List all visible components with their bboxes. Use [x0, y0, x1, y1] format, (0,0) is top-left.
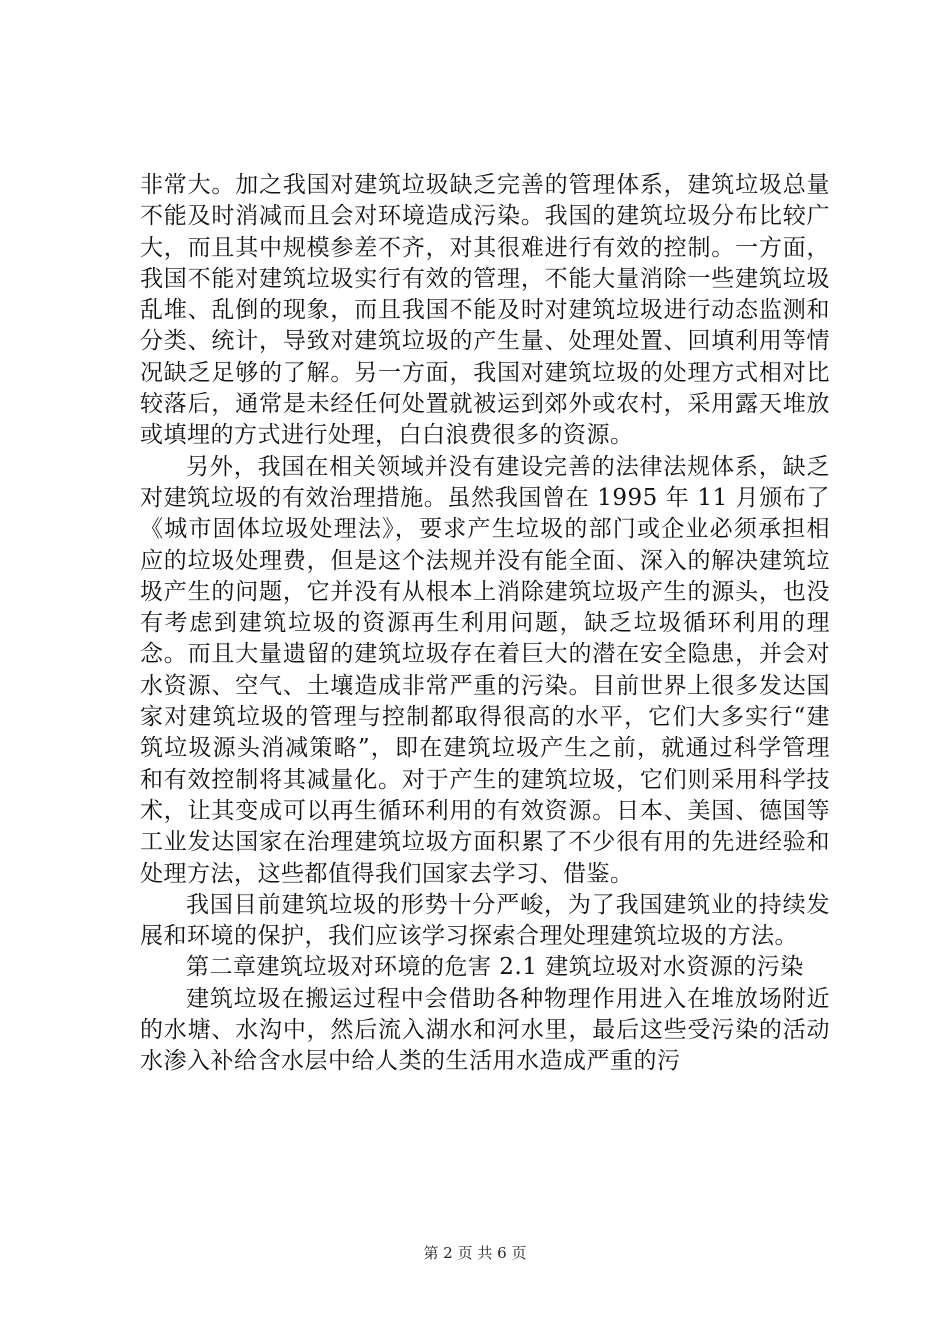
chapter-heading: 第二章建筑垃圾对环境的危害 2.1 建筑垃圾对水资源的污染 [186, 954, 804, 981]
paragraph-water-pollution: 建筑垃圾在搬运过程中会借助各种物理作用进入在堆放场附近的水塘、水沟中，然后流入湖水和河水里，最后这些受污染的活动水渗入补给含水层中给人类的生活用水造成严重的污 [140, 985, 830, 1075]
paragraph-regulations: 另外，我国在相关领域并没有建设完善的法律法规体系，缺乏对建筑垃圾的有效治理措施。虽然我国曾在 1995 年 11 月颁布了《城市固体垃圾处理法》，要求产生垃圾的部门或企业必须承担相应的垃圾处理费，但是这个法规并没有能全面、深入的解决建筑垃圾产生的问题，它并没有从根本上消除建筑垃圾产生的源头，也没有考虑到建筑垃圾的资源再生利用问题，缺乏垃圾循环利用的理念。而且大量遗留的建筑垃圾存在着巨大的潜在安全隐患，并会对水资源、空气、土壤造成非常严重的污染。目前世界上很多发达国家对建筑垃圾的管理与控制都取得很高的水平，它们大多实行“建筑垃圾源头消减策略”，即在建筑垃圾产生之前，就通过科学管理和有效控制将其减量化。对于产生的建筑垃圾，它们则采用科学技术，让其变成可以再生循环利用的有效资源。日本、美国、德国等工业发达国家在治理建筑垃圾方面积累了不少很有用的先进经验和处理方法，这些都值得我们国家去学习、借鉴。 [140, 453, 830, 887]
page-number-footer: 第 2 页 共 6 页 [423, 1244, 527, 1262]
document-body [140, 170, 830, 1078]
paragraph-continued: 非常大。加之我国对建筑垃圾缺乏完善的管理体系，建筑垃圾总量不能及时消减而且会对环境造成污染。我国的建筑垃圾分布比较广大，而且其中规模参差不齐，对其很难进行有效的控制。一方面，我国不能对建筑垃圾实行有效的管理，不能大量消除一些建筑垃圾乱堆、乱倒的现象，而且我国不能及时对建筑垃圾进行动态监测和分类、统计，导致对建筑垃圾的产生量、处理处置、回填利用等情况缺乏足够的了解。另一方面，我国对建筑垃圾的处理方式相对比较落后，通常是未经任何处置就被运到郊外或农村，采用露天堆放或填埋的方式进行处理，白白浪费很多的资源。 [140, 172, 830, 449]
paragraph-situation: 我国目前建筑垃圾的形势十分严峻，为了我国建筑业的持续发展和环境的保护，我们应该学习探索合理处理建筑垃圾的方法。 [140, 891, 830, 950]
